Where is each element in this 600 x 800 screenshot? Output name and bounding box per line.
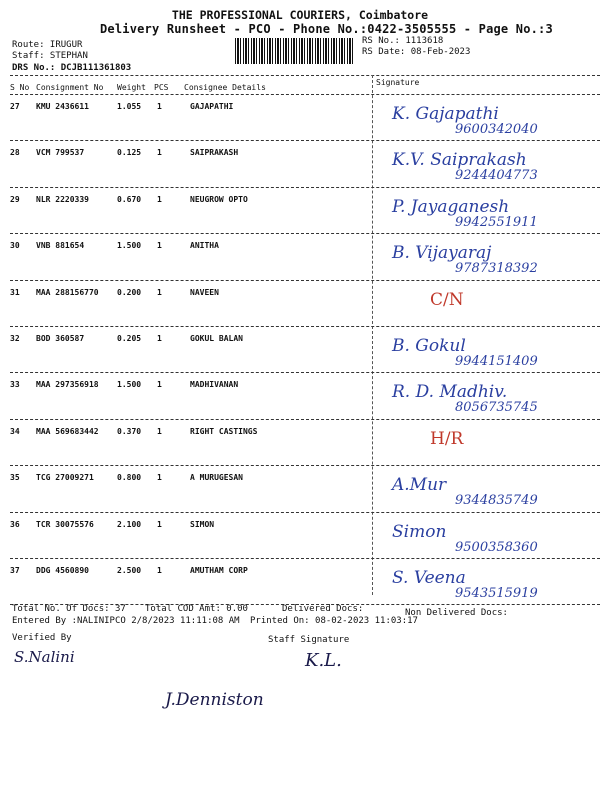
cell-weight: 2.500 xyxy=(117,566,142,575)
cell-weight: 0.800 xyxy=(117,473,142,483)
cell-weight: 1.055 xyxy=(117,102,142,111)
col-sno: S No xyxy=(10,83,30,92)
staff-label: Staff: STEPHAN xyxy=(12,51,88,61)
rs-date: RS Date: 08-Feb-2023 xyxy=(362,47,471,57)
cell-consignment: TCG 27009271 xyxy=(36,473,94,483)
signature-phone: 9942551911 xyxy=(455,214,538,230)
cell-consignment: BOD 360587 xyxy=(36,334,85,343)
signature-name: K.V. Saiprakash xyxy=(392,150,527,171)
cell-consignee: NAVEEN xyxy=(190,287,219,297)
cell-consignee: GAJAPATHI xyxy=(190,102,234,111)
signature-phone: 8056735745 xyxy=(455,400,538,416)
total-docs: Total No. Of Docs: 37 xyxy=(12,604,126,614)
entered-by: Entered By :NALINIPCO 2/8/2023 11:11:08 AM xyxy=(12,616,240,626)
signature-phone: 9344835749 xyxy=(455,493,538,509)
signature-phone: 9244404773 xyxy=(455,168,538,184)
cell-weight: 0.670 xyxy=(117,194,142,204)
cell-consignment: MAA 569683442 xyxy=(36,426,99,436)
rs-number: RS No.: 1113618 xyxy=(362,36,444,46)
signature-name: Simon xyxy=(392,521,447,542)
cell-consignment: KMU 2436611 xyxy=(36,102,89,111)
col-weight: Weight xyxy=(117,83,146,92)
row-separator xyxy=(10,419,600,420)
signature-phone: 9600342040 xyxy=(455,122,538,137)
row-separator xyxy=(10,326,600,327)
cell-sno: 35 xyxy=(10,473,20,483)
printed-on: Printed On: 08-02-2023 11:03:17 xyxy=(250,616,418,626)
cell-consignee: A MURUGESAN xyxy=(190,473,243,483)
row-separator xyxy=(10,465,600,466)
cell-consignment: TCR 30075576 xyxy=(36,519,94,529)
signature-name: A.Mur xyxy=(392,475,447,496)
signature-phone: 9543515919 xyxy=(455,586,538,601)
signature-name: C/N xyxy=(430,289,464,310)
cell-consignment: NLR 2220339 xyxy=(36,194,89,204)
verified-by-label: Verified By xyxy=(12,633,72,643)
non-delivered-docs: Non Delivered Docs: xyxy=(405,608,508,618)
total-cod: Total COD Amt: 0.00 xyxy=(145,604,248,614)
cell-sno: 28 xyxy=(10,148,20,158)
row-separator xyxy=(10,512,600,513)
cell-sno: 36 xyxy=(10,519,20,529)
cell-pcs: 1 xyxy=(157,519,162,529)
cell-consignee: AMUTHAM CORP xyxy=(190,566,248,575)
row-separator xyxy=(10,233,600,234)
cell-weight: 0.200 xyxy=(117,287,142,297)
cell-consignee: GOKUL BALAN xyxy=(190,334,243,343)
cell-pcs: 1 xyxy=(157,194,162,204)
row-separator xyxy=(10,187,600,188)
signature-phone: 9944151409 xyxy=(455,354,538,369)
table-top-rule xyxy=(10,75,600,76)
signature-name: H/R xyxy=(430,428,464,449)
cell-consignment: MAA 288156770 xyxy=(36,287,99,297)
cell-sno: 29 xyxy=(10,194,20,204)
signature-name: B. Gokul xyxy=(392,336,466,356)
cell-sno: 32 xyxy=(10,334,20,343)
cell-pcs: 1 xyxy=(157,148,162,158)
signature-phone: 9787318392 xyxy=(455,261,538,277)
cell-weight: 1.500 xyxy=(117,241,142,251)
cell-pcs: 1 xyxy=(157,473,162,483)
staff-signature-label: Staff Signature xyxy=(268,635,350,645)
cell-consignment: VNB 881654 xyxy=(36,241,85,251)
route-label: Route: IRUGUR xyxy=(12,40,83,50)
col-pcs: PCS xyxy=(154,83,169,92)
staff-signature-2: J.Denniston xyxy=(165,690,264,710)
barcode xyxy=(235,38,355,64)
cell-sno: 30 xyxy=(10,241,20,251)
signature-phone: 9500358360 xyxy=(455,539,538,555)
cell-sno: 37 xyxy=(10,566,20,575)
cell-pcs: 1 xyxy=(157,102,162,111)
signature-name: S. Veena xyxy=(392,568,466,588)
cell-consignee: ANITHA xyxy=(190,241,219,251)
cell-consignment: DDG 4560890 xyxy=(36,566,89,575)
cell-weight: 0.370 xyxy=(117,426,142,436)
cell-consignee: SIMON xyxy=(190,519,215,529)
cell-consignee: MADHIVANAN xyxy=(190,380,239,390)
col-consignee: Consignee Details xyxy=(184,83,266,92)
cell-pcs: 1 xyxy=(157,380,162,390)
runsheet-title: Delivery Runsheet - PCO - Phone No.:0422-3505555 - Page No.:3 xyxy=(100,22,553,36)
cell-sno: 33 xyxy=(10,380,20,390)
signature-name: R. D. Madhiv. xyxy=(392,382,508,403)
cell-consignment: VCM 799537 xyxy=(36,148,85,158)
company-title: THE PROFESSIONAL COURIERS, Coimbatore xyxy=(171,8,429,22)
cell-pcs: 1 xyxy=(157,334,162,343)
row-separator xyxy=(10,558,600,559)
table-header-rule xyxy=(10,94,600,95)
cell-consignment: MAA 297356918 xyxy=(36,380,99,390)
cell-pcs: 1 xyxy=(157,241,162,251)
cell-consignee: SAIPRAKASH xyxy=(190,148,239,158)
signature-name: B. Vijayaraj xyxy=(392,243,492,264)
cell-pcs: 1 xyxy=(157,287,162,297)
cell-weight: 1.500 xyxy=(117,380,142,390)
drs-number: DRS No.: DCJB111361803 xyxy=(12,63,132,73)
signature-name: P. Jayaganesh xyxy=(392,196,510,217)
cell-sno: 31 xyxy=(10,287,20,297)
signature-divider xyxy=(372,75,373,595)
cell-pcs: 1 xyxy=(157,426,162,436)
cell-sno: 34 xyxy=(10,426,20,436)
cell-weight: 0.205 xyxy=(117,334,142,343)
cell-consignee: RIGHT CASTINGS xyxy=(190,426,258,436)
cell-weight: 0.125 xyxy=(117,148,142,158)
verified-signature: S.Nalini xyxy=(14,648,75,666)
signature-name: K. Gajapathi xyxy=(392,104,499,124)
row-separator xyxy=(10,372,600,373)
col-consignment: Consignment No xyxy=(36,83,104,92)
cell-sno: 27 xyxy=(10,102,20,111)
row-separator xyxy=(10,280,600,281)
cell-consignee: NEUGROW OPTO xyxy=(190,194,248,204)
col-signature: Signature xyxy=(376,78,420,87)
cell-pcs: 1 xyxy=(157,566,162,575)
staff-signature-1: K.L. xyxy=(305,650,342,671)
row-separator xyxy=(10,140,600,141)
cell-weight: 2.100 xyxy=(117,519,142,529)
delivered-docs: Delivered Docs: xyxy=(282,604,364,614)
